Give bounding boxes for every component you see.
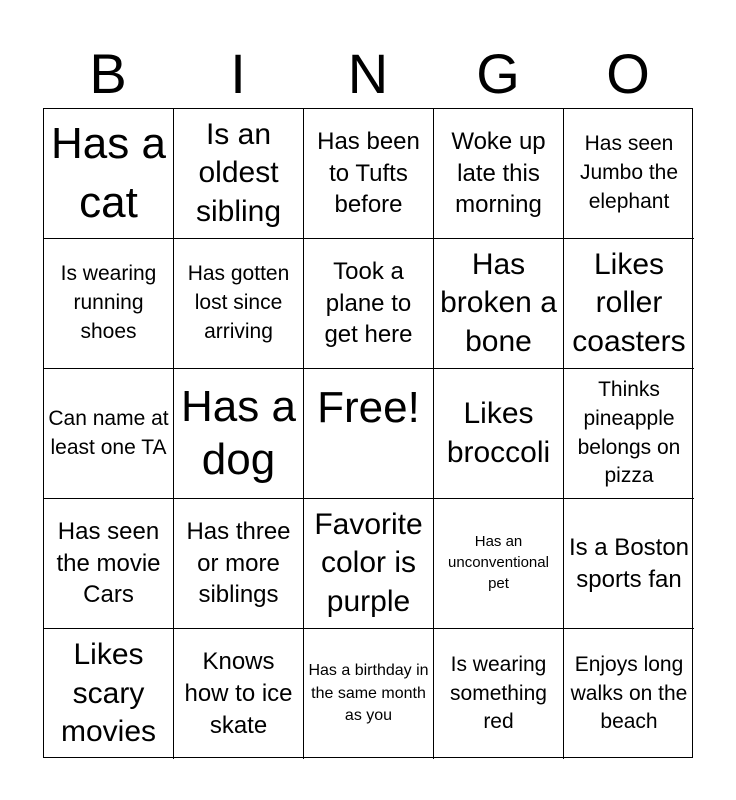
bingo-cell[interactable] bbox=[564, 499, 694, 629]
bingo-cell[interactable] bbox=[174, 239, 304, 369]
header-letter-g: G bbox=[476, 42, 520, 105]
bingo-cell[interactable] bbox=[174, 629, 304, 759]
cell-text: Enjoys long walks on the beach bbox=[570, 652, 688, 734]
bingo-cell[interactable] bbox=[44, 109, 174, 239]
bingo-cell[interactable] bbox=[564, 239, 694, 369]
bingo-board bbox=[43, 108, 693, 758]
bingo-cell[interactable] bbox=[304, 629, 434, 759]
header-letter-i: I bbox=[230, 42, 246, 105]
cell-text: Can name at least one TA bbox=[48, 406, 169, 459]
cell-text: Took a plane to get here bbox=[324, 257, 413, 349]
free-space-cell[interactable] bbox=[304, 369, 434, 499]
bingo-cell[interactable] bbox=[304, 109, 434, 239]
cell-text: Has a birthday in the same month as you bbox=[308, 661, 429, 725]
bingo-cell[interactable] bbox=[564, 629, 694, 759]
bingo-cell[interactable] bbox=[434, 369, 564, 499]
bingo-cell[interactable] bbox=[564, 369, 694, 499]
header-letter-b: B bbox=[89, 42, 127, 105]
bingo-cell[interactable] bbox=[434, 239, 564, 369]
cell-text: Has broken a bone bbox=[440, 247, 557, 358]
cell-text: Has an unconventional pet bbox=[448, 533, 549, 592]
cell-text: Favorite color is purple bbox=[314, 507, 423, 618]
bingo-cell[interactable] bbox=[434, 629, 564, 759]
cell-text: Is a Boston sports fan bbox=[568, 533, 690, 593]
bingo-header bbox=[43, 40, 693, 108]
bingo-cell[interactable] bbox=[174, 109, 304, 239]
header-letter-o: O bbox=[606, 42, 650, 105]
cell-text: Has seen the movie Cars bbox=[56, 517, 161, 609]
cell-text: Has gotten lost since arriving bbox=[187, 262, 290, 343]
cell-text: Knows how to ice skate bbox=[184, 648, 293, 739]
bingo-cell[interactable] bbox=[434, 499, 564, 629]
bingo-cell[interactable] bbox=[174, 369, 304, 499]
cell-text: Woke up late this morning bbox=[451, 127, 546, 219]
bingo-cell[interactable] bbox=[564, 109, 694, 239]
cell-text: Has three or more siblings bbox=[186, 517, 291, 609]
header-letter-n: N bbox=[347, 42, 389, 105]
cell-text: Has a cat bbox=[51, 119, 166, 227]
free-space-text: Free! bbox=[317, 383, 420, 432]
cell-text: Likes broccoli bbox=[446, 397, 551, 469]
cell-text: Is wearing something red bbox=[450, 652, 547, 734]
cell-text: Has a dog bbox=[181, 381, 296, 484]
bingo-cell[interactable] bbox=[44, 369, 174, 499]
cell-text: Is an oldest sibling bbox=[195, 117, 282, 228]
bingo-cell[interactable] bbox=[44, 499, 174, 629]
bingo-cell[interactable] bbox=[44, 629, 174, 759]
bingo-cell[interactable] bbox=[304, 499, 434, 629]
cell-text: Is wearing running shoes bbox=[60, 262, 157, 343]
bingo-cell[interactable] bbox=[174, 499, 304, 629]
bingo-cell[interactable] bbox=[304, 239, 434, 369]
cell-text: Thinks pineapple belongs on pizza bbox=[577, 377, 681, 488]
cell-text: Has seen Jumbo the elephant bbox=[579, 132, 679, 213]
cell-text: Likes roller coasters bbox=[572, 247, 686, 358]
cell-text: Likes scary movies bbox=[60, 638, 157, 749]
bingo-cell[interactable] bbox=[434, 109, 564, 239]
bingo-cell[interactable] bbox=[44, 239, 174, 369]
cell-text: Has been to Tufts before bbox=[317, 127, 420, 219]
